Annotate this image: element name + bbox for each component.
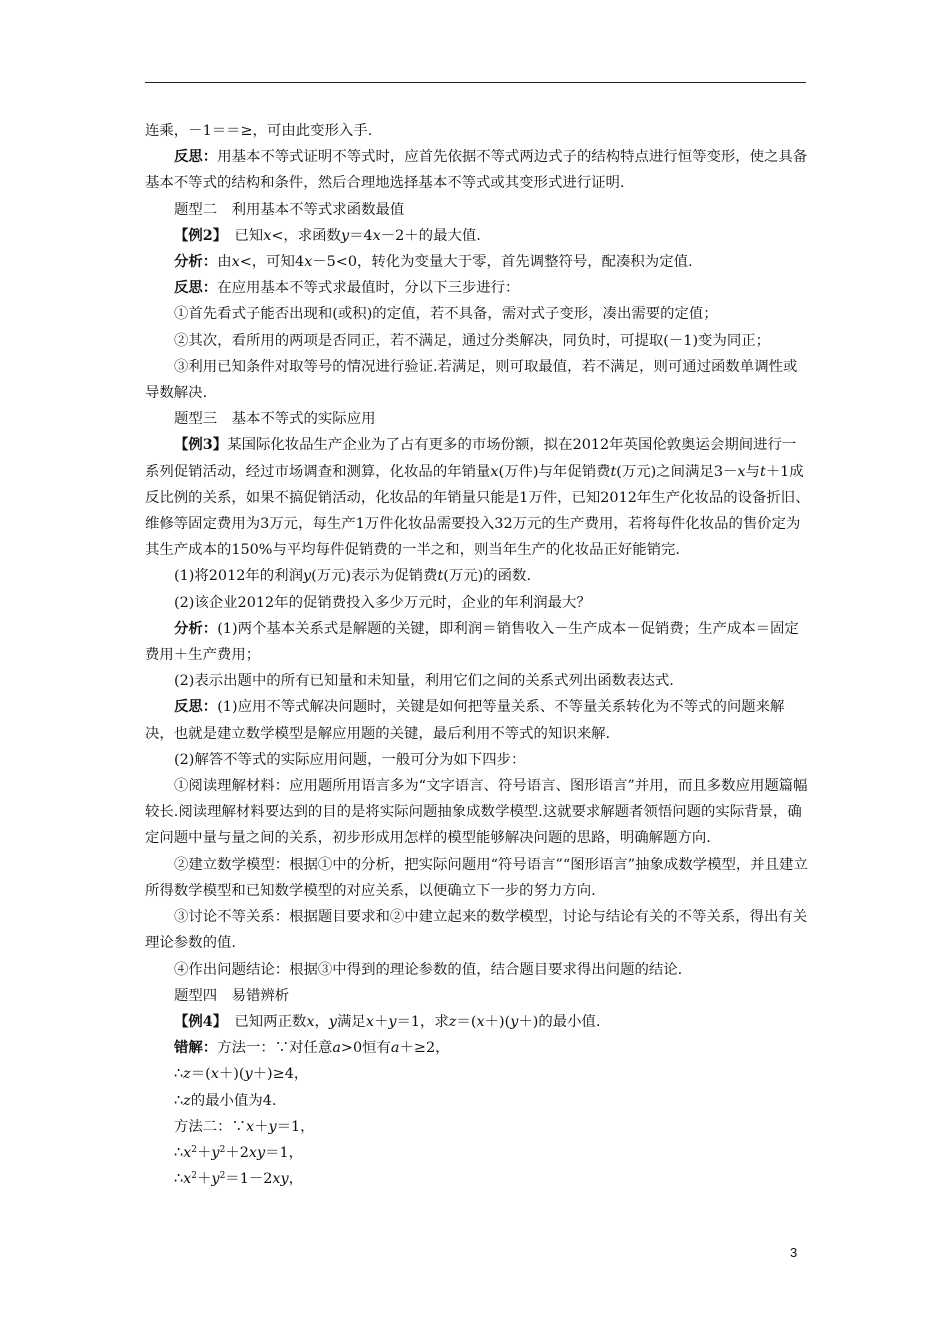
solution-line: $\therefore x^2+y^2+2xy=1$， — [174, 1144, 304, 1161]
reflection-paragraph: 反思：在应用基本不等式求最值时，分以下三步进行： — [174, 279, 520, 297]
analysis-label: 分析： — [174, 619, 218, 637]
reflection-label: 反思： — [174, 279, 218, 297]
paragraph: 连乘，－1＝＝≥，可由此变形入手. — [145, 123, 373, 139]
list-item: ④作出问题结论：根据③中得到的理论参数的值，结合题目要求得出问题的结论. — [174, 961, 683, 978]
solution-line: ∴z的最小值为4. — [174, 1092, 277, 1109]
reflection-paragraph: 反思：用基本不等式证明不等式时，应首先依据不等式两边式子的结构特点进行恒等变形，使之具备基本不等式的结构和条件，然后合理地选择基本不等式或其变形式进行证明. — [145, 148, 808, 192]
list-item: ②其次，看所用的两项是否同正，若不满足，通过分类解决，同负时，可提取(－1)变为同正； — [174, 332, 771, 349]
example-label: 【例4】 — [174, 1012, 220, 1030]
wrong-solution-label: 错解： — [174, 1039, 218, 1057]
example-paragraph: 【例2】 已知x<，求函数y＝4x－2＋的最大值. — [174, 226, 481, 244]
question-item: (1)将2012年的利润y(万元)表示为促销费t(万元)的函数. — [174, 568, 532, 585]
example-paragraph: 【例3】某国际化妆品生产企业为了占有更多的市场份额，拟在2012年英国伦敦奥运会期间进行一系列促销活动，经过市场调查和测算，化妆品的年销量x(万件)与年促销费t(万元)之间满足3－x与t＋1成反比例的关系，如果不搞促销活动，化妆品的年销量只能是1万件，已知2012年生产化妆品的设备折旧、维修等固定费用为3万元，每生产1万件化妆品需要投入32万元的生产费用，若将每件化妆品的售价定为其生产成本的150%与平均每件促销费的一半之和，则当年生产的化妆品正好能销完. — [145, 436, 810, 559]
question-item: (2)该企业2012年的促销费投入多少万元时，企业的年利润最大？ — [174, 594, 591, 611]
analysis-paragraph: 分析：由x<，可知4x－5<0，转化为变量大于零，首先调整符号，配凑积为定值. — [174, 253, 693, 271]
page-number: 3 — [790, 1245, 798, 1260]
list-item: ①阅读理解材料：应用题所用语言多为“文字语言、符号语言、图形语言”并用，而且多数应用题篇幅较长.阅读理解材料要达到的目的是将实际问题抽象成数学模型.这就要求解题者领悟问题的实际背景，确定问题中量与量之间的关系，初步形成用怎样的模型能够解决问题的思路，明确解题方向. — [145, 778, 808, 847]
solution-line: 错解：方法一：∵对任意a>0恒有a＋≥2， — [174, 1039, 450, 1057]
analysis-label: 分析： — [174, 253, 218, 271]
list-item: ①首先看式子能否出现和(或积)的定值，若不具备，需对式子变形，凑出需要的定值； — [174, 306, 718, 323]
example-label: 【例2】 — [174, 226, 220, 244]
header-rule — [145, 82, 806, 83]
reflection-paragraph: 反思：(1)应用不等式解决问题时，关键是如何把等量关系、不等量关系转化为不等式的问题来解决，也就是建立数学模型是解应用题的关键，最后利用不等式的知识来解. — [145, 698, 785, 742]
document-body — [145, 118, 810, 1192]
paragraph: (2)解答不等式的实际应用问题，一般可分为如下四步： — [174, 751, 526, 768]
section-heading: 题型三 基本不等式的实际应用 — [174, 411, 376, 428]
solution-line: 方法二：∵x＋y＝1， — [174, 1118, 315, 1135]
paragraph: (2)表示出题中的所有已知量和未知量，利用它们之间的关系式列出函数表达式. — [174, 673, 674, 690]
solution-line: ∴z＝(x＋)(y＋)≥4， — [174, 1066, 309, 1083]
list-item: ②建立数学模型：根据①中的分析，把实际问题用“符号语言”“图形语言”抽象成数学模型，并且建立所得数学模型和已知数学模型的对应关系，以便确立下一步的努力方向. — [145, 856, 808, 899]
section-heading: 题型四 易错辨析 — [174, 987, 290, 1004]
analysis-paragraph: 分析：(1)两个基本关系式是解题的关键，即利润＝销售收入－生产成本－促销费；生产成本＝固定费用＋生产费用； — [145, 619, 799, 664]
example-label: 【例3】 — [174, 436, 228, 454]
example-paragraph: 【例4】 已知两正数x，y满足x＋y＝1，求z＝(x＋)(y＋)的最小值. — [174, 1012, 601, 1030]
list-item: ③利用已知条件对取等号的情况进行验证.若满足，则可取最值，若不满足，则可通过函数单调性或导数解决. — [145, 358, 798, 402]
solution-line: $\therefore x^2+y^2=1-2xy$， — [174, 1171, 304, 1188]
list-item: ③讨论不等关系：根据题目要求和②中建立起来的数学模型，讨论与结论有关的不等关系，得出有关理论参数的值. — [145, 909, 808, 952]
reflection-label: 反思： — [174, 148, 218, 166]
section-heading: 题型二 利用基本不等式求函数最值 — [174, 201, 405, 218]
reflection-label: 反思： — [174, 698, 218, 716]
